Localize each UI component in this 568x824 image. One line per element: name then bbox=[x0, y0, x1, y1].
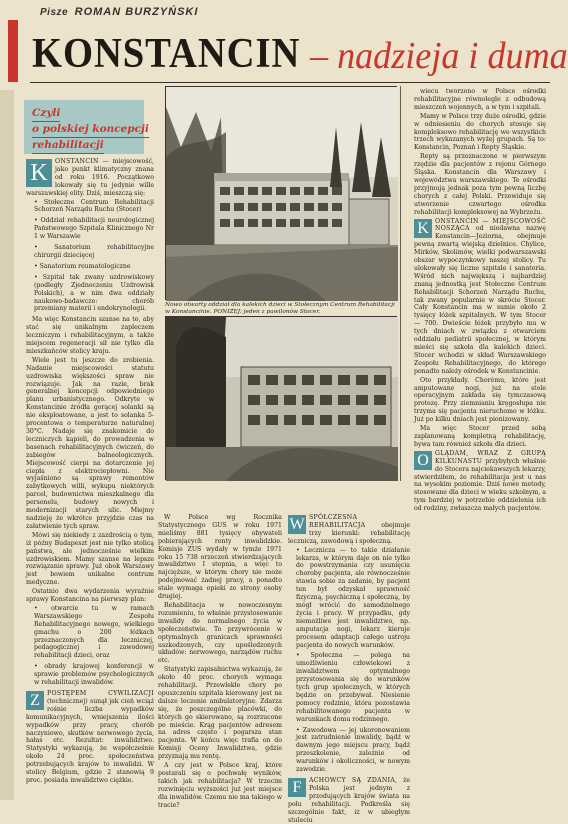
dropcap-letter: O bbox=[414, 451, 432, 470]
paragraph: wiecu tworzono w Polsce ośrodki rehabilitacyjne równolegle z odbudową mieszczeń wojennych, a w tym i szpitali. bbox=[414, 88, 546, 111]
list-item: • Oddział rehabilitacji neurologicznej Państwowego Szpitala Klinicznego Nr 1 w Warszawie bbox=[34, 217, 154, 241]
headline-title: KONSTANCIN bbox=[32, 31, 301, 77]
list-item: • Sanatorium rehabilitacyjne chirurgii dziecięcej bbox=[34, 244, 154, 259]
dropcap-letter: Z bbox=[26, 691, 44, 710]
headline-rule bbox=[30, 82, 550, 83]
list-item: • Stołeczne Centrum Rehabilitacji Schorzeń Narządu Ruchu (Stocer) bbox=[34, 198, 154, 214]
blurb-line: o polskiej koncepcji bbox=[32, 122, 149, 138]
headline-subtitle: – nadzieja i duma bbox=[310, 35, 568, 77]
paragraph: Ma więc Stocer przed sobą zaplanowaną kompletną rehabilitację, bywa tam również szkoła dla dzieci. bbox=[414, 425, 546, 448]
list-item: • Zawodowa — jej ukoronowaniem jest zatrudnienie inwalidy, bądź w dawnym jego miejscu pracy, bądź przeszkolenie, zależnie od warunków i okoliczności, w nowym zawodzie. bbox=[296, 726, 410, 774]
dropcap-letter: F bbox=[288, 778, 306, 797]
article-column-1: K ONSTANCIN — miejscowość, jako punkt klimatyczny znana od roku 1916. Początkowo lokowały się tu jedynie wille warszawskiej elity. Dziś, mieszczą się: • Stołeczne Centrum Rehabilitacji Schorzeń Narządu Ruchu (Stocer) • Oddział rehabilitacji neurologicznej Państwowego Szpitala Klinicznego Nr 1 w Warszawie • Sanatorium rehabilitacyjne chirurgii dziecięcej • Sanatorium reumatologiczne • Szpital tak zwany uzdrowiskowy (podległy Zjednoczeniu Uzdrowisk Polskich), a w nim dwa oddziały naukowo-badawcze: chorób przemiany materii i endokrynologii. Ma więc Konstancin szanse na to, aby stać się unikalnym zapleczem leczniczym i rehabilitacyjnym, a także miejscem regeneracji sił nie tylko dla mieszkańców stolicy kraju. Wiele jest tu jeszcze do zrobienia. Nadanie miejscowości statutu uzdrowiska większości spraw nie rozwiązuje. Jak na razie, brak generalnej koncepcji odpowiedniego planu urbanistycznego. Odkryte w Konstancinie źródła gorącej solanki są nie eksploatowane, a jest to solanka 5-procentowa o temperaturze naturalnej 30°C. Nadaje się znakomicie do leczniczych kąpieli, do prowadzenia w basenach rehabilitacyjnych ćwiczeń, do zabiegów balneologicznych. Miejscowość cierpi na dotarczenie jej ciepła z elektrociepłowni. Nie wyjaśniono są sprawy remontów zabytkowych willi, wykupu niektórych parcel, budownictwa mieszkalnego dla personelu, budowy nowych i modernizacji starych ulic. Miejmy nadzieję że wkrótce przyjdzie czas na załatwienie tych spraw. Mówi się niekiedy z zazdrością o tym, iż późny Budapeszt jest nie tylko stolicą państwa, ale jednocześnie wielkim uzdrowiskiem. Mamy szanse na lepsze rozwiązanie sprawy. Już obok Warszawy jest bowiem unikalne centrum medyczne. Ostatnio dwa wydarzenia wyraźnie sprawy Konstancina na pierwszy plan: • otwarcie tu w ramach Warszawskiego Zespołu Rehabilitacyjnego nowego, wielkiego gmachu o 200 łóżkach przeznaczonych dla leczniczej, pedagogicznej i zawodowej rehabilitacji dzieci, oraz • obrady krajowej konferencji w sprawie problemów psychologicznych w rehabilitacji inwalidów. Z POSTĘPEM CYWILIZACJI (technicznej) sunął jak cień wciąż rośnie liczba wypadków komunikacyjnych, wniejszenia ilości wypadków przy pracy, chorób naczyniowo, skutków nerwowego życia, hałas etc. Rezultat: inwalidztwo. Statystyki wykazują, że współcześnie około 24 proc. społeczeństwa potrzebujących krajów to inwalidzi. W stolicy Belgium, gdzie 2 stanowią 9 proc. posiada inwalidztwo ciężkie. bbox=[26, 158, 154, 784]
dropcap-letter: K bbox=[26, 159, 52, 187]
paragraph: Mamy w Polsce trzy duże ośrodki, gdzie w odniesieniu do chorych stosuje się kompleksowo rehabilitację we wszystkich trzech wykazanych wyżej grupach. Są to: Konstancin, Poznań i Repty Śląskie. bbox=[414, 112, 546, 152]
page-margin-shadow bbox=[0, 90, 14, 800]
author-byline: Pisze ROMAN BURZYŃSKI bbox=[40, 6, 199, 18]
photo-rehab-building bbox=[165, 86, 397, 300]
paragraph: Rehabilitacja w nowoczesnym rozumieniu, to właśnie przystosowanie inwalidy do normalnego życia w społeczeństwie. To przywrócenie w optymalnych granicach sprawności uszkodzonych, czy upośledzonych układów: nerwowego, narządów ruchu etc. bbox=[158, 601, 282, 665]
list-item: • Społeczna — polega na umożliwieniu człowiekowi z inwalidztwem optymalnego przystosowania się do warunków tych grup społecznych, w których będzie on przebywał. Niesienie pomocy rodzinie, która pozostawia rehabilitowanego pacjenta w warunkach domu rodzinnego. bbox=[296, 652, 410, 723]
intro-blurb bbox=[24, 100, 149, 154]
article-column-2 bbox=[158, 514, 282, 809]
paragraph: Wiele jest tu jeszcze do zrobienia. Nadanie miejscowości statutu uzdrowiska większości spraw nie rozwiązuje. Jak na razie, brak generalnej koncepcji odpowiedniego planu urbanistycznego. Odkryte w Konstancinie źródła gorącej solanki są nie eksploatowane, a jest to solanka 5-procentowa o temperaturze naturalnej 30°C. Nadaje się znakomicie do leczniczych kąpieli, do prowadzenia w basenach rehabilitacyjnych ćwiczeń, do zabiegów balneologicznych. Miejscowość cierpi na dotarczenie jej ciepła z elektrociepłowni. Nie wyjaśniono są sprawy remontów zabytkowych willi, wykupu niektórych parcel, budownictwa mieszkalnego dla personelu, budowy nowych i modernizacji starych ulic. Miejmy nadzieję że wkrótce przyjdzie czas na załatwienie tych spraw. bbox=[26, 356, 154, 530]
paragraph: Ma więc Konstancin szanse na to, aby stać się unikalnym zapleczem leczniczym i rehabilitacyjnym, a także miejscem regeneracji sił nie tylko dla mieszkańców stolicy kraju. bbox=[26, 316, 154, 355]
list-item: • Sanatorium reumatologiczne bbox=[34, 262, 131, 270]
list-item: • otwarcie tu w ramach Warszawskiego Zespołu Rehabilitacyjnego nowego, wielkiego gmachu o 200 łóżkach przeznaczonych dla leczniczej, pedagogicznej i zawodowej rehabilitacji dzieci, oraz bbox=[34, 604, 154, 660]
photo-stocer-pavilion bbox=[165, 316, 397, 480]
paragraph: Mówi się niekiedy z zazdrością o tym, iż późny Budapeszt jest nie tylko stolicą państwa, ale jednocześnie wielkim uzdrowiskiem. Mamy szanse na lepsze rozwiązanie sprawy. Już obok Warszawy jest bowiem unikalne centrum medyczne. bbox=[26, 531, 154, 587]
list-item: • obrady krajowej konferencji w sprawie problemów psychologicznych w rehabilitacji inwalidów. bbox=[34, 663, 154, 687]
paragraph: W Polsce wg Rocznika Statystycznego GUS w roku 1971 mieliśmy 881 tysięcy obywateli pobierających renty inwalidzkie. Komisje ZUS wydały w tymże 1971 roku 15 738 orzeczeń stwierdzających inwalidztwo I stopnia, a więc to najcięższe, w którym chory nie może podejmować żadnej pracy, a ponadto stale wymaga opieki ze strony osoby drugiej. bbox=[158, 514, 282, 601]
list-item: • Lecznicza — to takie działanie lekarza, w którym daje on nie tylko do powstrzymania czy usunięcia choroby pacjenta, ale równocześnie stawia sobie za zadanie, by pacjent ten był odzyskał sprawność fizyczną, psychiczną i społeczną, by mógł wrócić do samodzielnego życia i pracy. W przypadku, gdy niemożliwe jest inwalidztwo, np. amputacja nogi, lekarz kieruje procesem adaptacji całego ustroju pacjenta do nowych warunków. bbox=[296, 546, 410, 649]
paragraph: Ostatnio dwa wydarzenia wyraźnie sprawy Konstancina na pierwszy plan: bbox=[26, 588, 154, 604]
paragraph: Repty są przeznaczone w pierwszym rzędzie dla pacjentów z rejonu Górnego Śląska. Konstancin dla Warszawy i województwa warszawskiego. Te ośrodki przyjmują jednak poza tym pewną liczbę chorych z całej Polski. Przewiduje się utworzenie czwartego ośrodka rehabilitacji kompleksowej na Wybrzeżu. bbox=[414, 153, 546, 216]
photo-caption: Nowo otwarty oddział dla kalekich dzieci w Stołecznym Centrum Rehabilitacji w Konstancinie. PONIŻEJ: jeden z pawilonów Stocer. bbox=[165, 302, 395, 315]
paragraph: Oto przykłady. Chorému, które jest amputowane nogi, już na stole operacyjnym zakłada się tymczasową protezę. Przy ziemnianiu kręgosłupa nie trzyma się pacjenta nieruchomo w łóżku. Już po kilku dniach jest pionizowany. bbox=[414, 376, 546, 424]
blurb-line: Czyli bbox=[32, 106, 60, 122]
article-column-3: W SPÓŁCZESNA REHABILITACJA obejmuje trzy kierunki: rehabilitację leczniczą, zawodową i społeczną. • Lecznicza — to takie działanie lekarza, w którym daje on nie tylko do powstrzymania czy usunięcia choroby pacjenta, ale równocześnie stawia sobie za zadanie, by pacjent ten był odzyskał sprawność fizyczną, psychiczną i społeczną, by mógł wrócić do samodzielnego życia i pracy. W przypadku, gdy niemożliwe jest inwalidztwo, np. amputacja nogi, lekarz kieruje procesem adaptacji całego ustroju pacjenta do nowych warunków. • Społeczna — polega na umożliwieniu człowiekowi z inwalidztwem optymalnego przystosowania się do warunków tych grup społecznych, w których będzie on przebywał. Niesienie pomocy rodzinie, która pozostawia rehabilitowanego pacjenta w warunkach domu rodzinnego. • Zawodowa — jej ukoronowaniem jest zatrudnienie inwalidy, bądź w dawnym jego miejscu pracy, bądź przeszkolenie, zależnie od warunków i okoliczności, w nowym zawodzie. F ACHOWCY SĄ ZDANIA, że Polska jest jednym z przodujących krajów świata na polu rehabilitacji. Podkreśla się szczególnie fakt, iż w ubiegłym stuleciu bbox=[288, 514, 410, 824]
column-divider bbox=[400, 86, 401, 481]
red-accent-bar bbox=[8, 20, 18, 82]
list-item: • Szpital tak zwany uzdrowiskowy (podległy Zjednoczeniu Uzdrowisk Polskich), a w nim dwa oddziały naukowo-badawcze: chorób przemiany materii i endokrynologii. bbox=[34, 273, 154, 313]
paragraph: Statystyki zapisalnictwa wykazują, że około 40 proc. chorych wymaga rehabilitacji. Przewlekłe chory po opuszczeniu szpitala kierowany jest na dalsze leczenie ambulatoryjne. Zdarza się, że poszczególne placówki, do których go skierowano, są rozrzucone po mieście. Krąg pacjentów adresem na adres często i pogarsza stan pacjenta. W końcu więc trafia on do Komisji Oceny Inwalidztwa, gdzie przyznają mu rentę. bbox=[158, 666, 282, 761]
paragraph: A czy jest w Polsce kraj, które postarali się o pochwałę wyników, takich jak rehabilitacja? W trzecim rozwinięciu wyższości już jest miejsce dla inwalidów. Czemu nie ma takiego w tracie? bbox=[158, 762, 282, 809]
dropcap-letter: W bbox=[289, 516, 305, 533]
blurb-line: rehabilitacji bbox=[32, 138, 104, 154]
dropcap-letter: K bbox=[414, 219, 432, 238]
article-column-4: wiecu tworzono w Polsce ośrodki rehabilitacyjne równolegle z odbudową mieszczeń wojennych, a w tym i szpitali. Mamy w Polsce trzy duże ośrodki, gdzie w odniesieniu do chorych stosuje się kompleksowo rehabilitację we wszystkich trzech wykazanych wyżej grupach. Są to: Konstancin, Poznań i Repty Śląskie. Repty są przeznaczone w pierwszym rzędzie dla pacjentów z rejonu Górnego Śląska. Konstancin dla Warszawy i województwa warszawskiego. Te ośrodki przyjmują jednak poza tym pewną liczbę chorych z całej Polski. Przewiduje się utworzenie czwartego ośrodka rehabilitacji kompleksowej na Wybrzeżu. K ONSTANCIN — MIEJSCOWOŚĆ NOSZĄCA od niedawna nazwę Konstancin—Jeziorna, obejmuje pewną zwartą wiejską dzielnice. Chylice, Mirków, Skolimów, wielki podwarszawski obszar wypoczynkowy naszej stolicy. Tu ulokowały się liczne szpitale i sanatoria. Wśród nich największą i najbardziej znaną jednostką jest Stołeczne Centrum Rehabilitacji Schorzeń Narządu Ruchu, tak zwany popularnie w skrócie Stocer. Cały Konstancin ma w sumie około 2 tysięcy łóżek szpitalnych. W tym Stocer — 700. Dwieście łóżek przybyło mu w tych dniach w związku z otwarciem oddziału pediatrii społecznej, w którym mieści się szkoła dla kalekich dzieci. Stocer wchodzi w skład Warszawskiego Zespołu Rehabilitacyjnego, do którego ponadto należy ośrodek w Konstancinie. Oto przykłady. Chorému, które jest amputowane nogi, już na stole operacyjnym zakłada się tymczasową protezę. Przy ziemnianiu kręgosłupa nie trzyma się pacjenta nieruchomo w łóżku. Już po kilku dniach jest pionizowany. Ma więc Stocer przed sobą zaplanowaną kompletną rehabilitację, bywa tam również szkoła dla dzieci. O GLĄDAM, WRAZ Z GRUPĄ KILKUNASTU przybyłych właśnie do Stocera najciekawszych lekarzy, stwierdziłem, że rehabilitacja jest u nas na wysokim poziomie. Dziś nowe metody, stosowane dla dzieci w wieku szkolnym, a tym bardziej w potrzebie oddzielenia ich od rodziny, zwłaszcza małych pacjentów. bbox=[414, 88, 547, 513]
